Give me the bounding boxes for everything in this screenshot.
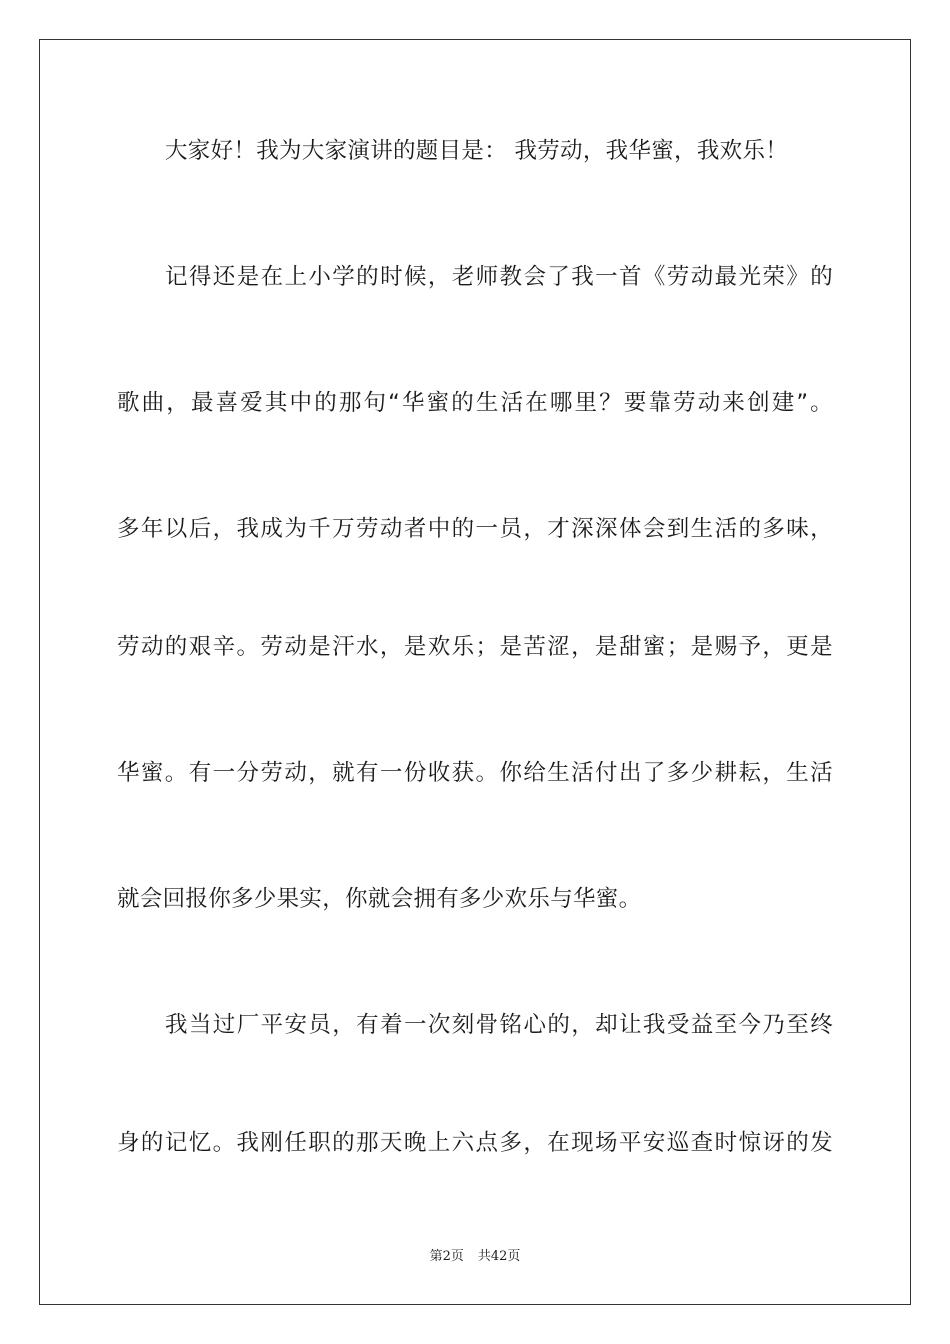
text-line: 华蜜。有一分劳动，就有一份收获。你给生活付出了多少耕耘，生活 (117, 760, 833, 786)
text-line: 大家好！我为大家演讲的题目是： 我劳动，我华蜜，我欢乐！ (165, 138, 789, 164)
page-footer (0, 1248, 950, 1266)
page-border (39, 39, 911, 1305)
text-line: 劳动的艰辛。劳动是汗水，是欢乐；是苦涩，是甜蜜；是赐予，更是 (117, 634, 833, 660)
text-line: 身的记忆。我刚任职的那天晚上六点多，在现场平安巡查时惊讶的发 (117, 1130, 833, 1156)
text-line: 我当过厂平安员，有着一次刻骨铭心的，却让我受益至今乃至终 (165, 1012, 833, 1038)
text-line: 多年以后，我成为千万劳动者中的一员，才深深体会到生活的多味， (117, 516, 833, 542)
text-line: 记得还是在上小学的时候，老师教会了我一首《劳动最光荣》的 (165, 264, 833, 290)
text-line: 歌曲，最喜爱其中的那句“华蜜的生活在哪里？要靠劳动来创建”。 (117, 390, 833, 416)
page-total: 共42页 (477, 1249, 521, 1264)
text-line: 就会回报你多少果实，你就会拥有多少欢乐与华蜜。 (117, 886, 642, 912)
page-number: 第2页 (429, 1249, 464, 1264)
